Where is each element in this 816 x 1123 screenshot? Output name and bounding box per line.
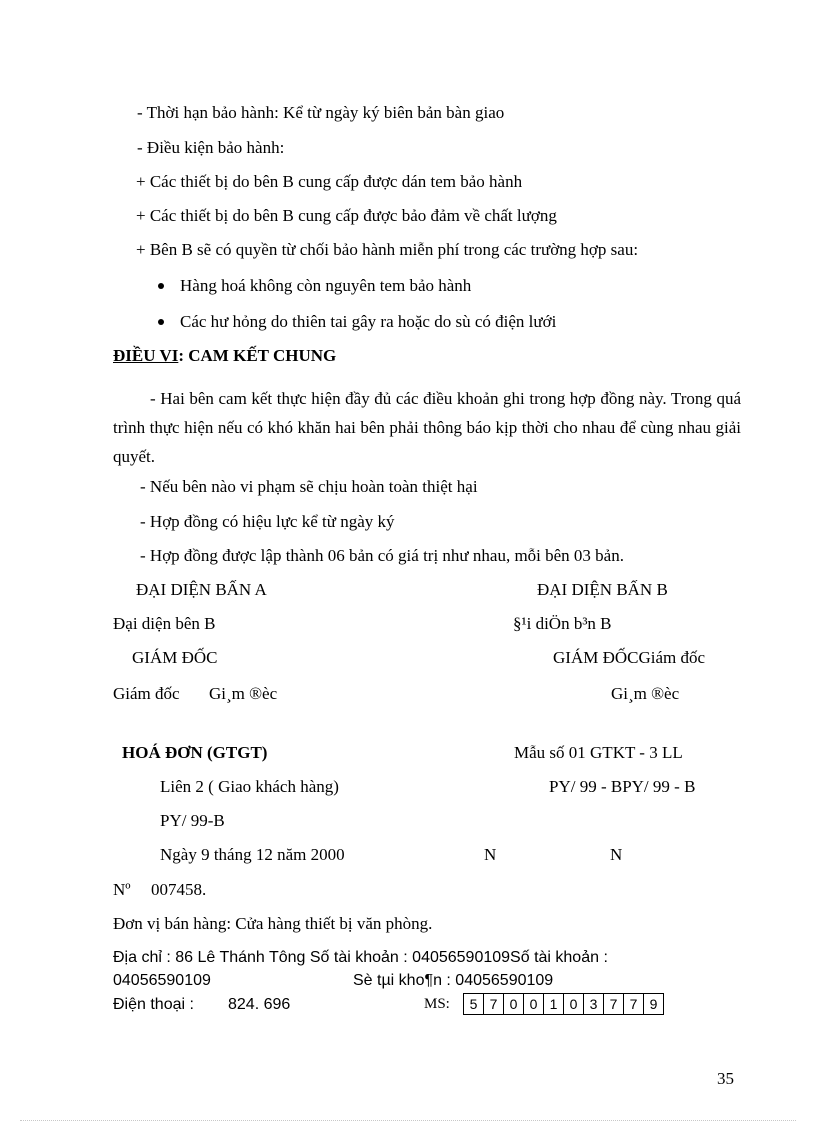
invoice-seller: Đơn vị bán hàng: Cửa hàng thiết bị văn phòng. <box>113 914 433 933</box>
invoice-number: 007458. <box>151 880 207 899</box>
warranty-plus-item-3: + Bên B sẽ có quyền từ chối bảo hành miễn phí trong các trường hợp sau: <box>136 240 639 259</box>
tax-code-digit: 7 <box>604 994 624 1014</box>
bullet-dot-icon <box>158 283 164 289</box>
invoice-copy: Liên 2 ( Giao khách hàng) <box>160 777 339 796</box>
page-bottom-divider <box>20 1120 796 1121</box>
tax-code-digit: 7 <box>624 994 644 1014</box>
rep-b-subtitle: §¹i diÖn b³n B <box>513 614 612 633</box>
director-a-title: GIÁM ĐỐC <box>132 648 218 667</box>
rep-a-subtitle: Đại diện bên B <box>113 614 216 633</box>
invoice-address: Địa chỉ : 86 Lê Thánh Tông Số tài khoản : 04056590109Số tài khoản : <box>113 949 608 966</box>
invoice-date: Ngày 9 tháng 12 năm 2000 <box>160 845 345 864</box>
invoice-series: PY/ 99-B <box>160 811 225 830</box>
warranty-plus-item-1: + Các thiết bị do bên B cung cấp được dán tem bảo hành <box>136 172 523 191</box>
invoice-phone-label: Điện thoại : <box>113 996 194 1013</box>
director-a-label-alt: Gi¸m ®èc <box>209 684 278 703</box>
article-6-item-1: - Nếu bên nào vi phạm sẽ chịu hoàn toàn thiệt hại <box>140 477 478 496</box>
tax-code-digit: 0 <box>504 994 524 1014</box>
director-b-title: GIÁM ĐỐCGiám đốc <box>553 648 706 667</box>
invoice-n-mark-2: N <box>610 845 623 864</box>
tax-code-digit: 7 <box>484 994 504 1014</box>
warranty-bullet-2: Các hư hỏng do thiên tai gây ra hoặc do sù có điện lưới <box>180 312 557 331</box>
invoice-account-left: 04056590109 <box>113 972 211 989</box>
invoice-form-number: Mẫu số 01 GTKT - 3 LL <box>514 743 683 762</box>
director-b-label: Gi¸m ®èc <box>611 684 680 703</box>
article-6-paragraph <box>113 384 741 471</box>
tax-code-label: MS: <box>424 996 450 1012</box>
tax-code-digit: 3 <box>584 994 604 1014</box>
rep-b-title: ĐẠI DIỆN BẤN B <box>537 580 668 599</box>
tax-code-digit: 0 <box>564 994 584 1014</box>
invoice-phone-value: 824. 696 <box>228 996 291 1013</box>
article-6-heading-rest: : CAM KẾT CHUNG <box>178 346 337 365</box>
rep-a-title: ĐẠI DIỆN BẤN A <box>136 580 267 599</box>
article-6-item-3: - Hợp đồng được lập thành 06 bản có giá trị như nhau, mỗi bên 03 bản. <box>140 546 624 565</box>
invoice-series-right: PY/ 99 - BPY/ 99 - B <box>549 777 696 796</box>
warranty-period: - Thời hạn bảo hành: Kể từ ngày ký biên bản bàn giao <box>137 103 505 122</box>
tax-code-digit: 9 <box>649 996 658 1012</box>
tax-code-digit: 5 <box>464 994 484 1014</box>
article-6-paragraph-text: - Hai bên cam kết thực hiện đầy đủ các điều khoản ghi trong hợp đồng này. Trong quá trình thực hiện nếu có khó khăn hai bên phải thông báo kịp thời cho nhau để cùng nhau giải quyết. <box>113 389 741 466</box>
article-6-item-2: - Hợp đồng có hiệu lực kể từ ngày ký <box>140 512 395 531</box>
bullet-dot-icon <box>158 319 164 325</box>
warranty-bullet-1: Hàng hoá không còn nguyên tem bảo hành <box>180 276 472 295</box>
warranty-plus-item-2: + Các thiết bị do bên B cung cấp được bảo đảm về chất lượng <box>136 206 557 225</box>
article-6-heading-prefix: ĐIỀU VI <box>113 346 179 365</box>
article-6-heading <box>113 346 336 366</box>
warranty-conditions-label: - Điều kiện bảo hành: <box>137 138 285 157</box>
invoice-n-mark-1: N <box>484 845 497 864</box>
tax-code-digit: 0 <box>524 994 544 1014</box>
invoice-title: HOÁ ĐƠN (GTGT) <box>122 743 268 762</box>
director-a-label: Giám đốc <box>113 684 180 703</box>
invoice-number-symbol: Nº <box>113 880 131 899</box>
invoice-account-right: Sè tµi kho¶n : 04056590109 <box>353 972 554 989</box>
tax-code-digit: 1 <box>544 994 564 1014</box>
tax-code-boxes <box>463 993 664 1015</box>
page-number: 35 <box>717 1069 734 1088</box>
